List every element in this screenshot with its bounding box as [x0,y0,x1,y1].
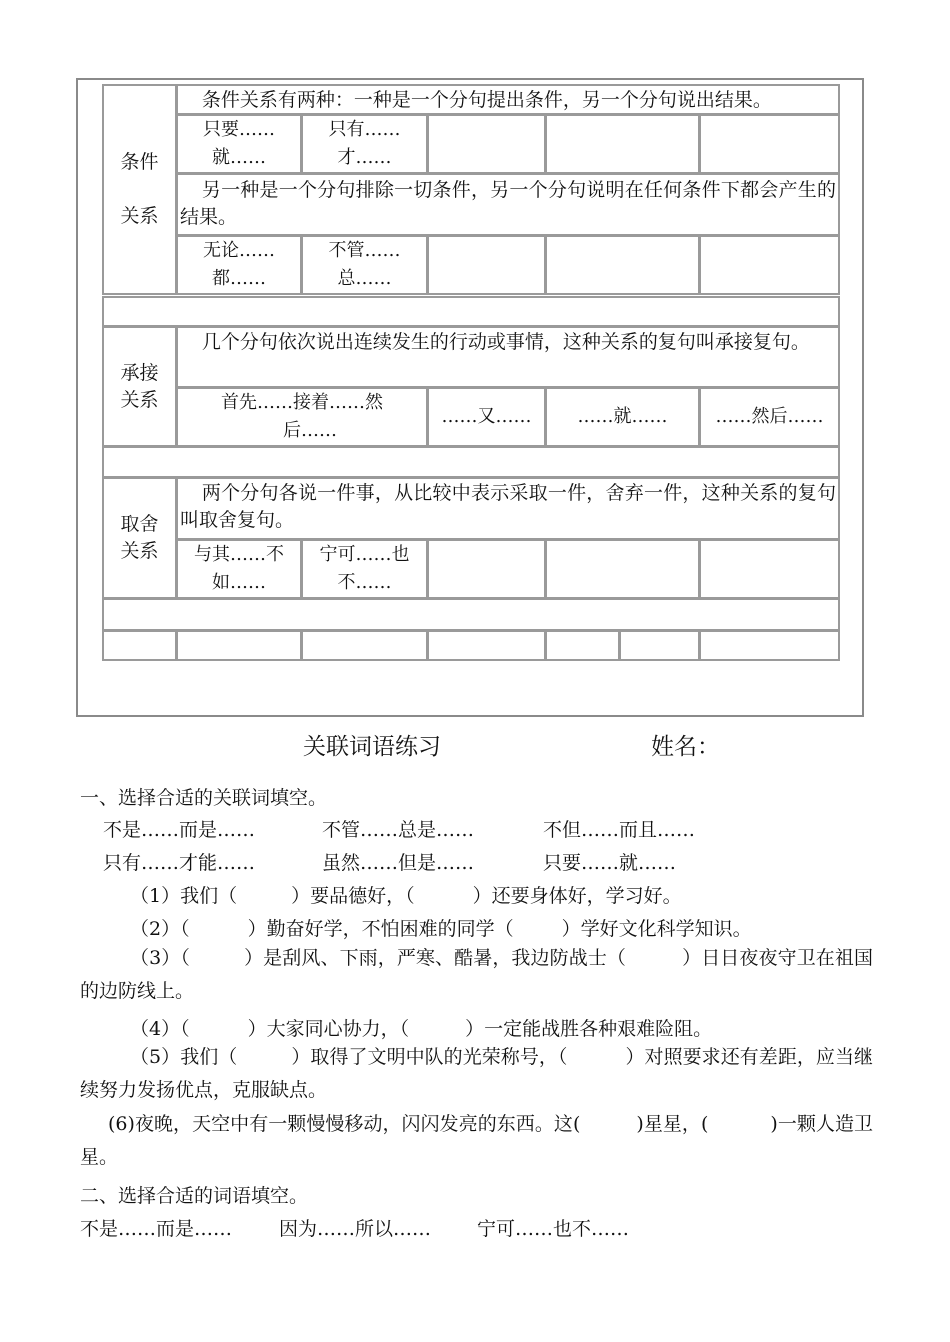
option: 因为……所以…… [279,1218,432,1240]
word-line-2: 就…… [212,147,266,168]
question-text: ）要品德好，（ [291,885,415,907]
question-text: )星星，( [636,1113,709,1135]
question-4 [130,1014,712,1041]
question-text: ）大家同心协力，（ [247,1018,410,1040]
empty-cell [176,630,302,661]
word-cell [699,387,840,447]
word-line-1: ……然后…… [715,406,824,427]
empty-cell [545,235,700,295]
empty-cell [545,630,620,661]
spacer-row [102,598,840,631]
word-line-2: 不…… [337,572,392,593]
empty-cell [619,630,700,661]
word-line-2: 后…… [283,420,337,441]
word-line-2: 都…… [212,268,266,289]
section2-heading: 二、选择合适的词语填空。 [80,1185,309,1207]
option: 虽然……但是…… [322,852,475,874]
question-text: ）一定能战胜各种艰难险阻。 [465,1018,713,1040]
option: 宁可……也不…… [477,1218,630,1240]
choice-label-top: 取舍 [120,513,159,535]
word-line-1: ……就…… [577,406,668,427]
sequence-desc [176,326,840,388]
option: 不是……而是…… [103,819,256,841]
name-label: 姓名： [651,734,720,760]
word-cell [301,235,428,295]
condition-desc-2 [176,173,840,236]
option: 只要……就…… [543,852,677,874]
word-line-1: 首先……接着……然 [221,392,383,413]
word-cell [176,114,302,174]
word-line-1: 与其……不 [194,544,284,565]
word-line-2: 才…… [337,147,392,168]
empty-cell [427,114,546,174]
condition-label [102,84,177,295]
word-cell [545,387,700,447]
empty-cell [699,114,840,174]
option: 不是……而是…… [80,1218,233,1240]
sequence-label [102,326,177,447]
question-text: ）取得了文明中队的光荣称号，（ [291,1046,568,1068]
condition-label-top: 条件 [120,151,159,173]
word-cell [427,387,546,447]
choice-label-bottom: 关系 [120,540,159,562]
word-cell [301,114,428,174]
question-5 [80,1041,873,1107]
question-6 [80,1108,873,1174]
exercise-title: 关联词语练习 [303,734,441,760]
empty-cell [427,630,546,661]
option: 不但……而且…… [543,819,696,841]
choice-desc-text: 两个分句各说一件事，从比较中表示采取一件，舍弃一件，这种关系的复句叫取舍复句。 [180,482,836,531]
question-text: （4）（ [130,1018,190,1040]
empty-cell [545,114,700,174]
question-text: ）日日夜夜守卫在祖国的边防线上。 [80,947,873,1002]
question-text: ）是刮风、下雨，严寒、酷暑，我边防战士（ [243,947,627,969]
sequence-desc-text: 几个分句依次说出连续发生的行动或事情，这种关系的复句叫承接复句。 [201,331,810,353]
empty-cell [427,539,546,599]
choice-desc [176,477,840,540]
word-cell [176,539,302,599]
condition-label-bottom: 关系 [120,205,159,227]
word-line-1: 无论…… [203,240,275,261]
question-text: )一颗人造卫星。 [80,1113,874,1168]
sequence-label-bottom: 关系 [120,388,159,411]
empty-cell [102,630,177,661]
question-text: ）学好文化科学知识。 [561,918,752,940]
question-1 [130,881,682,908]
question-text: （1）我们（ [130,885,238,907]
condition-desc-1-text: 条件关系有两种：一种是一个分句提出条件，另一个分句说出结果。 [201,89,772,111]
word-line-1: ……又…… [441,406,532,427]
option: 只有……才能…… [103,852,256,874]
section1-heading: 一、选择合适的关联词填空。 [80,787,328,809]
empty-cell [699,630,840,661]
empty-cell [699,539,840,599]
word-line-1: 只有…… [328,119,401,140]
word-line-2: 总…… [337,268,392,289]
sequence-label-top: 承接 [120,361,159,384]
question-2 [130,914,752,941]
word-cell [176,235,302,295]
word-cell [301,539,428,599]
word-line-2: 如…… [212,572,266,593]
spacer-row [102,446,840,478]
question-text: （3）（ [130,947,190,969]
word-line-1: 不管…… [328,240,401,261]
empty-cell [301,630,428,661]
word-line-1: 宁可……也 [319,544,410,565]
question-3 [80,942,873,1008]
question-text: ）勤奋好学，不怕困难的同学（ [247,918,514,940]
question-text: (6)夜晚，天空中有一颗慢慢移动，闪闪发亮的东西。这( [108,1113,581,1135]
question-text: ）还要身体好，学习好。 [472,885,682,907]
option: 不管……总是…… [322,819,475,841]
choice-label [102,477,177,599]
word-line-1: 只要…… [203,119,275,140]
empty-cell [699,235,840,295]
question-text: （5）我们（ [130,1046,238,1068]
word-cell [176,387,428,447]
question-text: （2）（ [130,918,190,940]
empty-cell [427,235,546,295]
condition-desc-2-text: 另一种是一个分句排除一切条件，另一个分句说明在任何条件下都会产生的结果。 [180,179,836,228]
empty-cell [545,539,700,599]
spacer-row [102,296,840,327]
question-text: ）对照要求还有差距，应当继续努力发扬优点，克服缺点。 [80,1046,873,1101]
condition-desc-1 [176,84,840,115]
